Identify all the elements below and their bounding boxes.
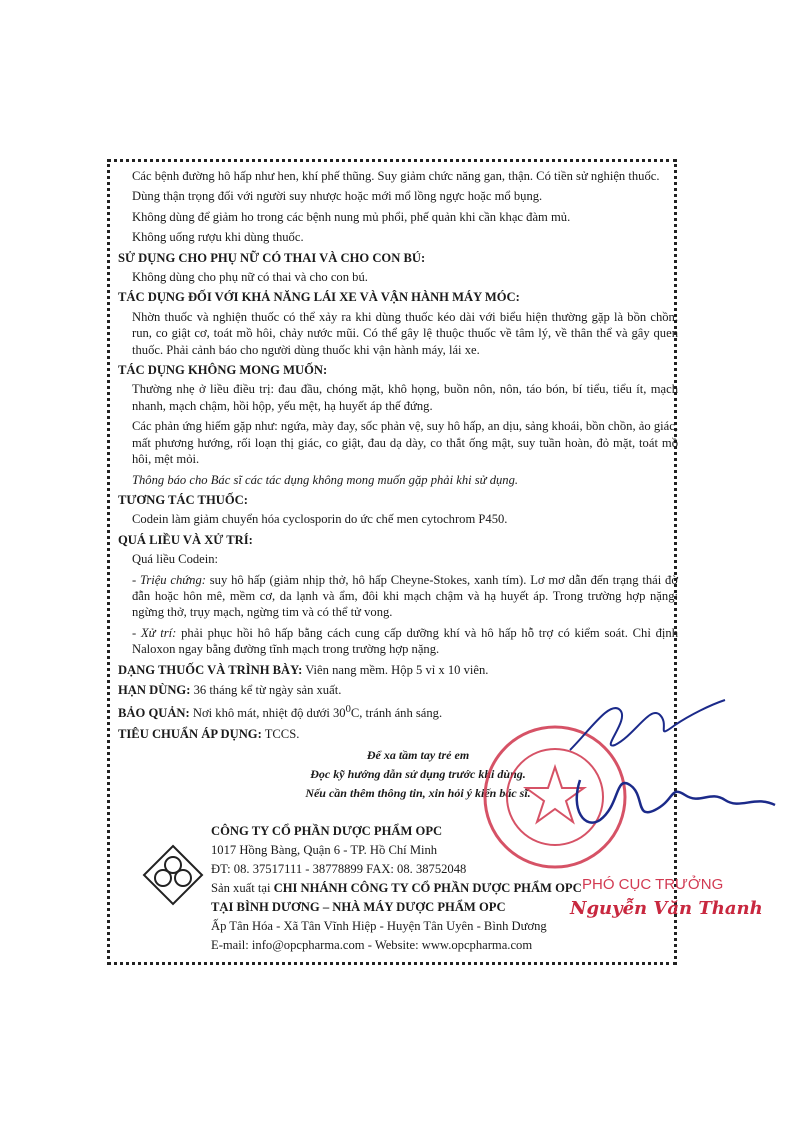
form-value: Viên nang mềm. Hộp 5 vỉ x 10 viên. [302, 662, 489, 677]
expiry-label: HẠN DÙNG: [118, 682, 191, 697]
precaution-2: Dùng thận trọng đối với người suy nhược hoặc mới mổ lồng ngực hoặc mổ bụng. [132, 189, 543, 204]
storage-degree: 0 [345, 704, 351, 716]
note-ask: Nếu cần thêm thông tin, xin hỏi ý kiến bác sĩ. [305, 786, 531, 801]
expiry-value: 36 tháng kể từ ngày sản xuất. [190, 682, 342, 697]
precaution-4: Không uống rượu khi dùng thuốc. [132, 230, 304, 245]
precaution-1: Các bệnh đường hô hấp như hen, khí phế thũng. Suy giảm chức năng gan, thận. Có tiền sử nghiện thuốc. [132, 169, 660, 183]
symptoms-label: - Triệu chứng: [132, 572, 206, 587]
branch-name: CHI NHÁNH CÔNG TY CỔ PHẦN DƯỢC PHẨM OPC [273, 881, 582, 895]
pregnancy-text: Không dùng cho phụ nữ có thai và cho con bú. [132, 270, 368, 285]
signature-bottom-icon [560, 760, 780, 840]
overdose-intro: Quá liều Codein: [132, 552, 219, 567]
overdose-symptoms [118, 572, 678, 621]
branch-address: Ấp Tân Hóa - Xã Tân Vĩnh Hiệp - Huyện Tân Uyên - Bình Dương [211, 919, 547, 933]
company-phone: ĐT: 08. 37517111 - 38778899 FAX: 08. 38752048 [211, 862, 467, 876]
standard-label: TIÊU CHUẨN ÁP DỤNG: [118, 726, 262, 741]
note-children: Để xa tầm tay trẻ em [366, 748, 470, 763]
deputy-title: PHÓ CỤC TRƯỞNG [582, 876, 724, 893]
company-name: CÔNG TY CỔ PHẦN DƯỢC PHẨM OPC [211, 824, 443, 838]
side-effects-heading: TÁC DỤNG KHÔNG MONG MUỐN: [118, 363, 328, 378]
pregnancy-heading: SỬ DỤNG CHO PHỤ NỮ CÓ THAI VÀ CHO CON BÚ: [118, 250, 426, 265]
company-contact: E-mail: info@opcpharma.com - Website: www.opcpharma.com [211, 938, 533, 952]
produced-prefix: Sản xuất tại [211, 881, 274, 895]
treatment-text: phải phục hồi hô hấp bằng cách cung cấp dưỡng khí và hô hấp hỗ trợ có kiểm soát. Chỉ định Naloxon ngay bằng đường tĩnh mạch trong trường hợp nặng. [132, 625, 678, 657]
interactions-heading: TƯƠNG TÁC THUỐC: [118, 492, 248, 507]
standard-value: TCCS. [261, 726, 300, 741]
treatment-label: - Xử trí: [132, 625, 177, 640]
opc-logo-icon [142, 844, 204, 906]
branch-name-2: TẠI BÌNH DƯƠNG – NHÀ MÁY DƯỢC PHẨM OPC [211, 900, 506, 914]
side-effects-common: Thường nhẹ ở liều điều trị: đau đầu, chóng mặt, khô họng, buồn nôn, nôn, táo bón, bí tiểu, tiểu ít, mạch nhanh, mạch chậm, hồi hộp, yếu mệt, hạ huyết áp thế đứng. [132, 382, 678, 413]
overdose-treatment [118, 625, 678, 658]
storage-value-pre: Nơi khô mát, nhiệt độ dưới 30 [189, 706, 346, 721]
form-line [118, 662, 678, 678]
driving-heading: TÁC DỤNG ĐỐI VỚI KHẢ NĂNG LÁI XE VÀ VẬN HÀNH MÁY MÓC: [118, 290, 520, 305]
overdose-heading: QUÁ LIỀU VÀ XỬ TRÍ: [118, 532, 253, 547]
storage-value-post: C, tránh ánh sáng. [350, 706, 443, 721]
note-read: Đọc kỹ hướng dẫn sử dụng trước khi dùng. [310, 767, 526, 782]
symptoms-text: suy hô hấp (giảm nhịp thở, hô hấp Cheyne-Stokes, xanh tím). Lơ mơ dẫn đến trạng thái đờ đẫn hoặc hôn mê, mềm cơ, da lạnh và ẩm, đôi khi mạch chậm và hạ huyết áp. Trong trường hợp nặng: ngừng thở, trụy mạch, ngừng tim và có thể tử vong. [132, 572, 678, 620]
deputy-name: Nguyễn Văn Thanh [570, 898, 763, 919]
storage-label: BẢO QUẢN: [118, 706, 190, 721]
company-address: 1017 Hồng Bàng, Quận 6 - TP. Hồ Chí Minh [211, 843, 438, 857]
form-label: DẠNG THUỐC VÀ TRÌNH BÀY: [118, 662, 303, 677]
side-effects-notice: Thông báo cho Bác sĩ các tác dụng không mong muốn gặp phải khi sử dụng. [132, 472, 519, 487]
interactions-text: Codein làm giảm chuyển hóa cyclosporin do ức chế men cytochrom P450. [132, 512, 508, 527]
side-effects-rare: Các phản ứng hiếm gặp như: ngứa, mày đay, sốc phản vệ, suy hô hấp, an dịu, sảng khoái, bồn chồn, ảo giác, mất phương hướng, rối loạn thị giác, co giật, đau dạ dày, co thắt ống mật, suy tuần hoàn, đỏ mặt, toát mồ hôi, mệt mỏi. [132, 419, 678, 467]
precaution-3: Không dùng để giảm ho trong các bệnh nung mủ phổi, phế quản khi cần khạc đàm mủ. [132, 209, 571, 224]
driving-text: Nhờn thuốc và nghiện thuốc có thể xảy ra khi dùng thuốc kéo dài với biểu hiện thường gặp là bồn chồn, run, co giật cơ, toát mồ hôi, chảy nước mũi. Có thể gây lệ thuộc thuốc về tâm lý, về thân thể và gây quen thuốc. Phải cảnh báo cho người dùng thuốc khi vận hành máy, lái xe. [132, 309, 678, 357]
signature-top-icon [560, 690, 730, 760]
